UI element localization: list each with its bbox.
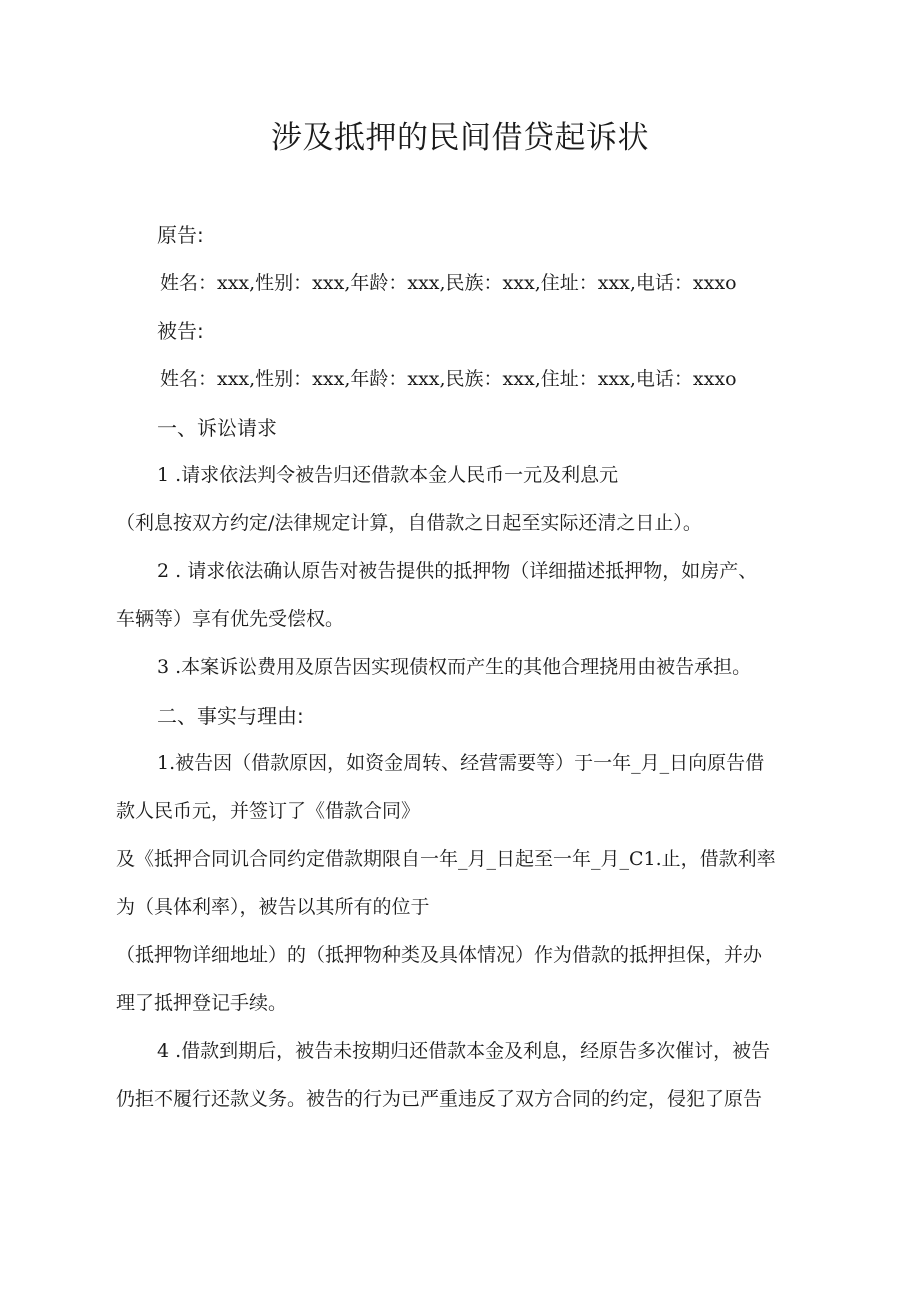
claim-1-line-1: 1 .请求依法判令被告归还借款本金人民币一元及利息元 [157,464,619,486]
defendant-info: 姓名：xxx,性别：xxx,年龄：xxx,民族：xxx,住址：xxx,电话：xxxo [160,368,737,390]
plaintiff-info: 姓名：xxx,性别：xxx,年龄：xxx,民族：xxx,住址：xxx,电话：xxxo [160,272,737,294]
section1-heading: 一、诉讼请求 [157,416,277,440]
section2-heading: 二、事实与理由: [157,704,304,728]
fact-1-line-4: 为（具体利率），被告以其所有的位于 [116,896,430,918]
fact-4-line-1: 4 .借款到期后，被告未按期归还借款本金及利息，经原告多次催讨，被告 [157,1040,771,1062]
fact-1-line-6: 理了抵押登记手续。 [116,992,288,1014]
defendant-heading: 被告: [157,319,204,343]
claim-3-line-1: 3 .本案诉讼费用及原告因实现债权而产生的其他合理挠用由被告承担。 [157,656,752,678]
fact-4-line-2: 仍拒不履行还款义务。被告的行为已严重违反了双方合同的约定，侵犯了原告 [116,1088,763,1110]
claim-2-line-1: 2 . 请求依法确认原告对被告提供的抵押物（详细描述抵押物，如房产、 [157,560,758,582]
fact-1-line-2: 款人民币元，并签订了《借款合同》 [116,800,421,822]
plaintiff-heading: 原告: [157,223,204,247]
claim-1-line-2: （利息按双方约定/法律规定计算，自借款之日起至实际还清之日止）。 [116,512,702,534]
document-title: 涉及抵押的民间借贷起诉状 [271,120,649,156]
fact-1-line-5: （抵押物详细地址）的（抵押物种类及具体情况）作为借款的抵押担保，并办 [116,944,763,966]
fact-1-line-3: 及《抵押合同讥合同约定借款期限自一年_月_日起至一年_月_C1.止，借款利率 [116,848,776,870]
claim-2-line-2: 车辆等）享有优先受偿权。 [116,608,345,630]
fact-1-line-1: 1.被告因（借款原因，如资金周转、经营需要等）于一年_月_日向原告借 [157,752,765,774]
